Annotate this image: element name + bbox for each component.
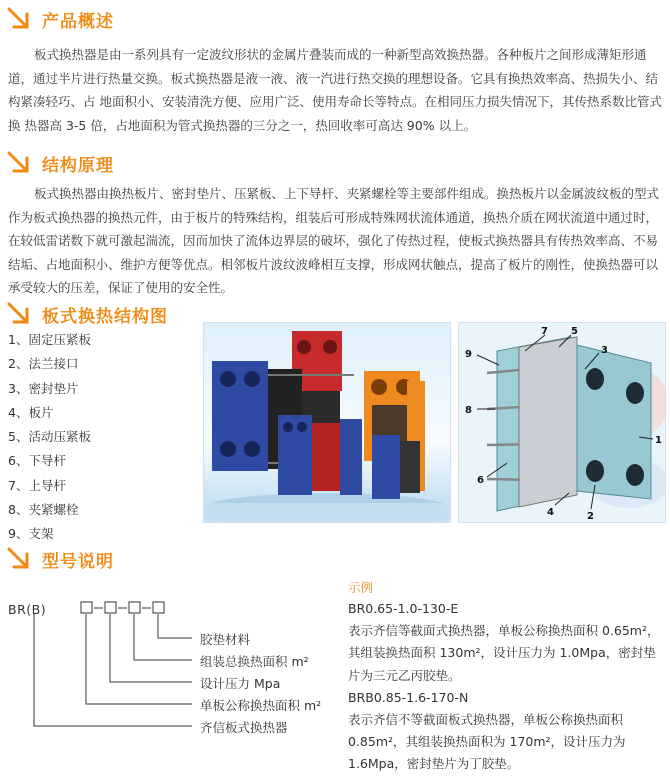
section-header-principle xyxy=(6,150,114,176)
example-code-1: BR0.65-1.0-130-E xyxy=(348,601,459,616)
diagram-label: 5 xyxy=(571,326,578,337)
list-item: 4、板片 xyxy=(8,404,54,420)
example-code-2: BRB0.85-1.6-170-N xyxy=(348,689,469,705)
section-title-model: 型号说明 xyxy=(42,551,114,572)
example-text-1: 表示齐信等截面式换热器，单板公称换热面积 0.65m²，其组装换热面积 130m²，设计压力为 1.0Mpa，密封垫片为三元乙丙胶垫。 xyxy=(348,623,660,683)
list-item: 1、固定压紧板 xyxy=(8,332,91,347)
diagram-label: 4 xyxy=(547,507,554,518)
diagram-label: 1 xyxy=(655,435,662,446)
diagram-label: 9 xyxy=(465,349,472,360)
model-code-diagram xyxy=(0,596,340,746)
section-title-structure: 板式换热结构图 xyxy=(42,306,168,327)
orange-diagonal-arrow-icon xyxy=(6,150,32,176)
list-item: 9、支架 xyxy=(8,526,54,542)
section-header-overview xyxy=(6,6,114,32)
principle-paragraph xyxy=(8,182,664,300)
section-header-model xyxy=(6,546,114,572)
principle-text: 板式换热器由换热板片、密封垫片、压紧板、上下导杆、夹紧螺栓等主要部件组成。换热板片以金属波纹板的型式作为板式换热器的换热元件，由于板片的特殊结构，组装后可形成特殊网状流体通道，换热介质在网状流道中通过时，在较低雷诺数下就可激起湍流，因而加快了流体边界层的破坏，强化了传热过程，使板式换热器具有传热效率高、不易结垢、占地面积小、维护方便等优点。相邻板片波纹波峰相互支撑，形成网状触点，提高了板片的刚性，使换热器可以承受较大的压差，保证了使用的安全性。 xyxy=(8,186,660,295)
legend-brand: 齐信板式换热器 xyxy=(200,720,288,735)
example-block xyxy=(348,578,666,776)
diagram-label: 7 xyxy=(541,326,548,337)
diagram-label: 6 xyxy=(477,475,484,486)
section-title-overview: 产品概述 xyxy=(42,11,114,32)
orange-diagonal-arrow-icon xyxy=(6,301,32,327)
section-header-structure xyxy=(6,301,168,327)
legend-gasket-material: 胶垫材料 xyxy=(200,632,251,647)
parts-list xyxy=(8,328,91,547)
diagram-label: 2 xyxy=(587,511,594,522)
example-title: 示例 xyxy=(348,580,374,595)
exploded-diagram-image xyxy=(459,323,665,522)
list-item: 7、上导杆 xyxy=(8,477,66,493)
example-text-2: 表示齐信不等截面板式换热器，单板公称换热面积 0.85m²，其组装换热面积为 170m²，设计压力为 1.6Mpa，密封垫片为丁胶垫。 xyxy=(348,712,626,772)
diagram-label: 8 xyxy=(465,405,472,416)
list-item: 6、下导杆 xyxy=(8,453,66,469)
diagram-label: 3 xyxy=(601,345,608,356)
model-code-prefix: BR(B) xyxy=(8,602,47,617)
overview-text: 板式换热器是由一系列具有一定波纹形状的金属片叠装而成的一种新型高效换热器。各种板片之间形成薄矩形通道，通过半片进行热量交换。板式换热器是液一液、液一汽进行热交换的理想设备。它具有换热效率高、热损失小、结构紧凑轻巧、占 地面积小、安装清洗方便、应用广泛、使用寿命长等特点。在相同压力损失情况下，其传热系数比管式换 热器高 3-5 倍，占地面积为管式换热器的三分之一，热回收率可高达 90% 以上。 xyxy=(8,47,662,133)
list-item: 8、夹紧螺栓 xyxy=(8,502,79,518)
list-item: 3、密封垫片 xyxy=(8,380,79,396)
list-item: 2、法兰接口 xyxy=(8,356,79,372)
section-title-principle: 结构原理 xyxy=(42,155,114,176)
overview-paragraph xyxy=(8,43,664,137)
orange-diagonal-arrow-icon xyxy=(6,546,32,572)
heat-exchangers-image xyxy=(204,323,450,522)
orange-diagonal-arrow-icon xyxy=(6,6,32,32)
legend-design-pressure: 设计压力 Mpa xyxy=(200,676,281,691)
list-item: 5、活动压紧板 xyxy=(8,429,91,445)
legend-plate-area: 单板公称换热面积 m² xyxy=(200,698,322,713)
legend-total-area: 组装总换热面积 m² xyxy=(200,654,309,669)
product-photo xyxy=(203,322,451,523)
structure-diagram xyxy=(458,322,666,523)
